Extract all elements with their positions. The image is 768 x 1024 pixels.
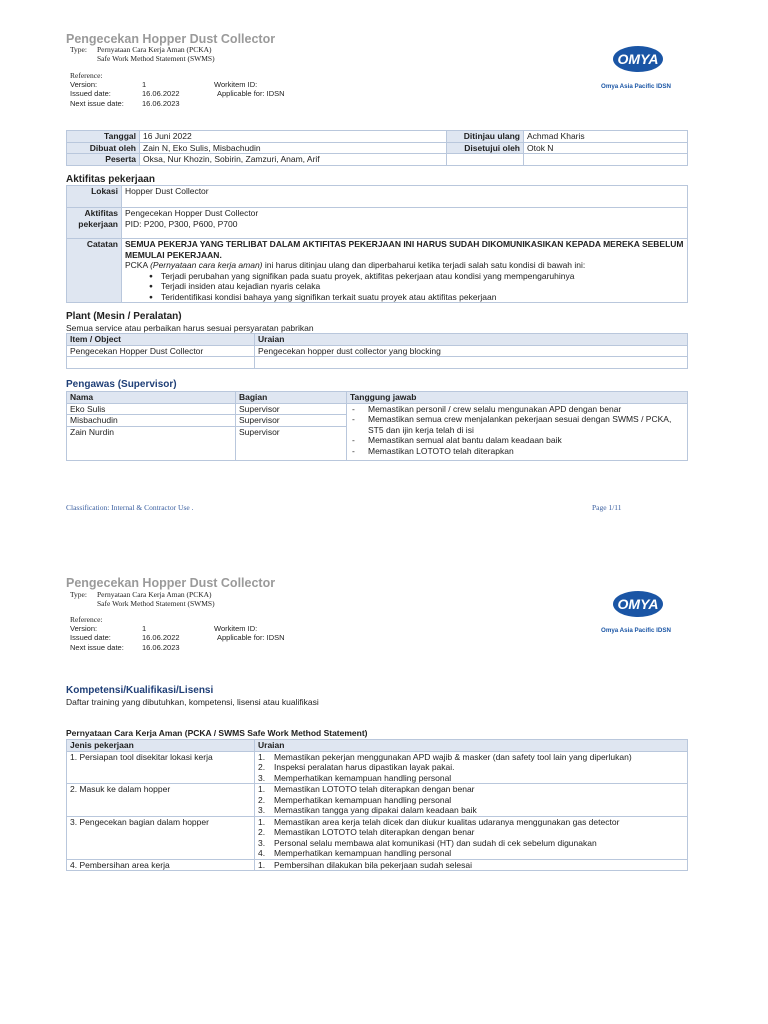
table-row <box>67 859 688 871</box>
pengawas-heading: Pengawas (Supervisor) <box>66 379 177 390</box>
list-item <box>258 784 684 795</box>
list-item: - Memastikan LOTOTO telah diterapkan <box>350 446 684 457</box>
catatan-value: SEMUA PEKERJA YANG TERLIBAT DALAM AKTIFITAS PEKERJAAN INI HARUS SUDAH DIKOMUNIKASIKAN KEPADA MEREKA SEBELUM MEMULAI PEKERJAAN. PCKA (Pernyataan cara kerja aman) ini harus ditinjau ulang dan diperbaharui ketika terjadi salah satu kondisi di bawah ini: ● Terjadi perubahan yang signifikan pada suatu proyek, aktifitas pekerjaan atau kondisi yang mempengaruhinya ● Terjadi insiden atau kejadian nyaris celaka ● Teridentifikasi kondisi bahaya yang signifikan terkait suatu proyek atau aktifitas pekerjaan <box>122 239 688 303</box>
footer-classification: Classification: Internal & Contractor Use . <box>66 503 194 512</box>
pcka-table-title: Pernyataan Cara Kerja Aman (PCKA / SWMS Safe Work Method Statement) <box>66 728 368 738</box>
list-number: 4. <box>258 848 266 858</box>
list-item-text: Memperhatikan kemampuan handling personal <box>274 794 452 805</box>
list-item-text: Memperhatikan kemampuan handling personal <box>274 772 452 783</box>
omya-logo <box>612 44 664 74</box>
list-item <box>258 762 684 773</box>
list-item-text: Memastikan LOTOTO telah diterapkan dengan benar <box>274 827 475 837</box>
list-item-text: Personal selalu membawa alat komunikasi (HT) dan sudah di cek sebelum digunakan <box>274 837 597 848</box>
logo-caption: Omya Asia Pacific IDSN <box>601 83 671 90</box>
uraian-list <box>258 817 684 859</box>
document-info-table: Tanggal 16 Juni 2022 Ditinjau ulang Achmad Kharis Dibuat oleh Zain N, Eko Sulis, Misbachudin Disetujui oleh Otok N Peserta Oksa, Nur Khozin, Sobirin, Zamzuri, Anam, Arif <box>66 130 688 166</box>
uraian-cell <box>255 859 688 871</box>
document-reference-block: Reference: Version: 1 Workitem ID: Issued date: 16.06.2022 Applicable for: IDSN Next issue date: 16.06.2023 <box>70 615 285 652</box>
document-type-block: Type: Pernyataan Cara Kerja Aman (PCKA) Safe Work Method Statement (SWMS) <box>70 590 215 608</box>
list-item <box>258 838 684 849</box>
list-item <box>258 827 684 838</box>
list-item <box>258 848 684 859</box>
list-item <box>258 752 684 763</box>
document-reference-block: Reference: Version: 1 Workitem ID: Issued date: 16.06.2022 Applicable for: IDSN Next issue date: 16.06.2023 <box>70 71 285 108</box>
uraian-cell <box>255 816 688 859</box>
list-item: - Memastikan semua crew menjalankan pekerjaan sesuai dengan SWMS / PCKA, ST5 dan ijin kerja telah di isi <box>350 414 684 435</box>
list-item: ● Terjadi perubahan yang signifikan pada suatu proyek, aktifitas pekerjaan atau kondisi yang mempengaruhinya <box>149 271 684 282</box>
pengawas-table: Nama Bagian Tanggung jawab Eko Sulis Misbachudin Zain Nurdin Supervisor Supervisor Supervisor - Memastikan personil / crew selalu mengunakan APD dengan benar - Memastikan semua crew menjalankan pekerjaan sesuai dengan SWMS / PCKA, ST5 dan ijin kerja telah di isi - Memastikan semual alat bantu dalam keadaan baik - Memastikan LOTOTO telah diterapkan <box>66 391 688 461</box>
list-item-text: Memastikan tangga yang dipakai dalam keadaan baik <box>274 805 477 815</box>
list-item <box>258 805 684 816</box>
list-number: 1. <box>258 859 266 870</box>
list-item-text: Memastikan LOTOTO telah diterapkan dengan benar <box>274 784 475 794</box>
jenis-pekerjaan-cell: 4. Pembersihan area kerja <box>67 859 255 871</box>
uraian-list <box>258 860 684 871</box>
catatan-bullet-list <box>125 271 684 303</box>
svg-text:OMYA: OMYA <box>617 51 659 67</box>
plant-subtitle: Semua service atau perbaikan harus sesuai persyaratan pabrikan <box>66 323 314 333</box>
table-row <box>67 751 688 784</box>
list-item <box>258 795 684 806</box>
plant-heading: Plant (Mesin / Peralatan) <box>66 311 182 322</box>
list-number: 1. <box>258 816 266 827</box>
list-number: 1. <box>258 751 266 762</box>
list-number: 3. <box>258 837 266 848</box>
list-item <box>258 860 684 871</box>
document-type-block: Type: Pernyataan Cara Kerja Aman (PCKA) Safe Work Method Statement (SWMS) <box>70 45 215 63</box>
table-row <box>67 816 688 859</box>
aktifitas-heading: Aktifitas pekerjaan <box>66 174 155 185</box>
plant-table: Item / Object Uraian Pengecekan Hopper Dust Collector Pengecekan hopper dust collector yang blocking <box>66 333 688 369</box>
list-item-text: Inspeksi peralatan harus dipastikan layak pakai. <box>274 762 455 772</box>
document-title: Pengecekan Hopper Dust Collector <box>66 32 276 46</box>
jenis-pekerjaan-cell: 2. Masuk ke dalam hopper <box>67 784 255 817</box>
uraian-list <box>258 784 684 816</box>
document-title: Pengecekan Hopper Dust Collector <box>66 576 276 590</box>
list-item-text: Pembersihan dilakukan bila pekerjaan sudah selesai <box>274 859 472 870</box>
uraian-cell <box>255 751 688 784</box>
list-number: 1. <box>258 784 266 794</box>
tanggung-jawab-list <box>350 404 684 457</box>
aktifitas-table: Lokasi Hopper Dust Collector Aktifitas pekerjaan Pengecekan Hopper Dust Collector PID: P200, P300, P600, P700 Catatan SEMUA PEKERJA YANG TERLIBAT DALAM AKTIFITAS PEKERJAAN INI HARUS SUDAH DIKOMUNIKASIKAN KEPADA MEREKA SEBELUM MEMULAI PEKERJAAN. PCKA (Pernyataan cara kerja aman) ini harus ditinjau ulang dan diperbaharui ketika terjadi salah satu kondisi di bawah ini: ● Terjadi perubahan yang signifikan pada suatu proyek, aktifitas pekerjaan atau kondisi yang mempengaruhinya ● Terjadi insiden atau kejadian nyaris celaka ● Teridentifikasi kondisi bahaya yang signifikan terkait suatu proyek atau aktifitas pekerjaan <box>66 185 688 303</box>
list-number: 2. <box>258 827 266 837</box>
list-item <box>258 773 684 784</box>
footer-page-number: Page 1/11 <box>592 503 622 512</box>
uraian-list <box>258 752 684 784</box>
list-item: ● Teridentifikasi kondisi bahaya yang signifikan terkait suatu proyek atau aktifitas pekerjaan <box>149 292 684 303</box>
jenis-pekerjaan-cell: 1. Persiapan tool disekitar lokasi kerja <box>67 751 255 784</box>
list-number: 3. <box>258 805 266 815</box>
list-number: 2. <box>258 794 266 805</box>
list-item-text: Memperhatikan kemampuan handling personal <box>274 848 452 858</box>
jenis-pekerjaan-cell: 3. Pengecekan bagian dalam hopper <box>67 816 255 859</box>
list-item <box>258 817 684 828</box>
logo-caption: Omya Asia Pacific IDSN <box>601 627 671 634</box>
uraian-cell <box>255 784 688 817</box>
aktifitas-label: Aktifitas pekerjaan <box>67 208 122 239</box>
list-item: - Memastikan semual alat bantu dalam keadaan baik <box>350 435 684 446</box>
document-page-2 <box>0 545 768 1024</box>
table-row <box>67 784 688 817</box>
svg-text:OMYA: OMYA <box>617 596 659 612</box>
list-item-text: Memastikan pekerjan menggunakan APD wajib & masker (dan safety tool lain yang diperlukan) <box>274 751 632 762</box>
aktifitas-value: Pengecekan Hopper Dust Collector PID: P200, P300, P600, P700 <box>122 208 688 239</box>
list-item-text: Memastikan area kerja telah dicek dan diukur kualitas udaranya menggunakan gas detector <box>274 816 620 827</box>
list-number: 3. <box>258 772 266 783</box>
list-item: ● Terjadi insiden atau kejadian nyaris celaka <box>149 281 684 292</box>
kompetensi-table: Jenis pekerjaan Uraian 1. Persiapan tool disekitar lokasi kerja 1. Memastikan pekerjan menggunakan APD wajib & masker (dan safety tool lain yang diperlukan) 2. Inspeksi peralatan harus dipastikan layak pakai. 3. Memperhatikan kemampuan handling personal 2. Masuk ke dalam hopper 1. Memastikan LOTOTO telah diterapkan dengan benar 2. Memperhatikan kemampuan handling personal 3. Memastikan tangga yang dipakai dalam keadaan baik 3. Pengecekan bagian dalam hopper 1. Memastikan area kerja telah dicek dan diukur kualitas udaranya menggunakan gas detector 2. Memastikan LOTOTO telah diterapkan dengan benar 3. Personal selalu membawa alat komunikasi (HT) dan sudah di cek sebelum digunakan 4. Memperhatikan kemampuan handling personal 4. Pembersihan area kerja 1. Pembersihan dilakukan bila pekerjaan sudah selesai <box>66 739 688 871</box>
list-number: 2. <box>258 762 266 772</box>
list-item: - Memastikan personil / crew selalu mengunakan APD dengan benar <box>350 404 684 415</box>
omya-logo <box>612 589 664 619</box>
kompetensi-subtitle: Daftar training yang dibutuhkan, kompetensi, lisensi atau kualifikasi <box>66 697 319 707</box>
kompetensi-heading: Kompetensi/Kualifikasi/Lisensi <box>66 685 214 696</box>
